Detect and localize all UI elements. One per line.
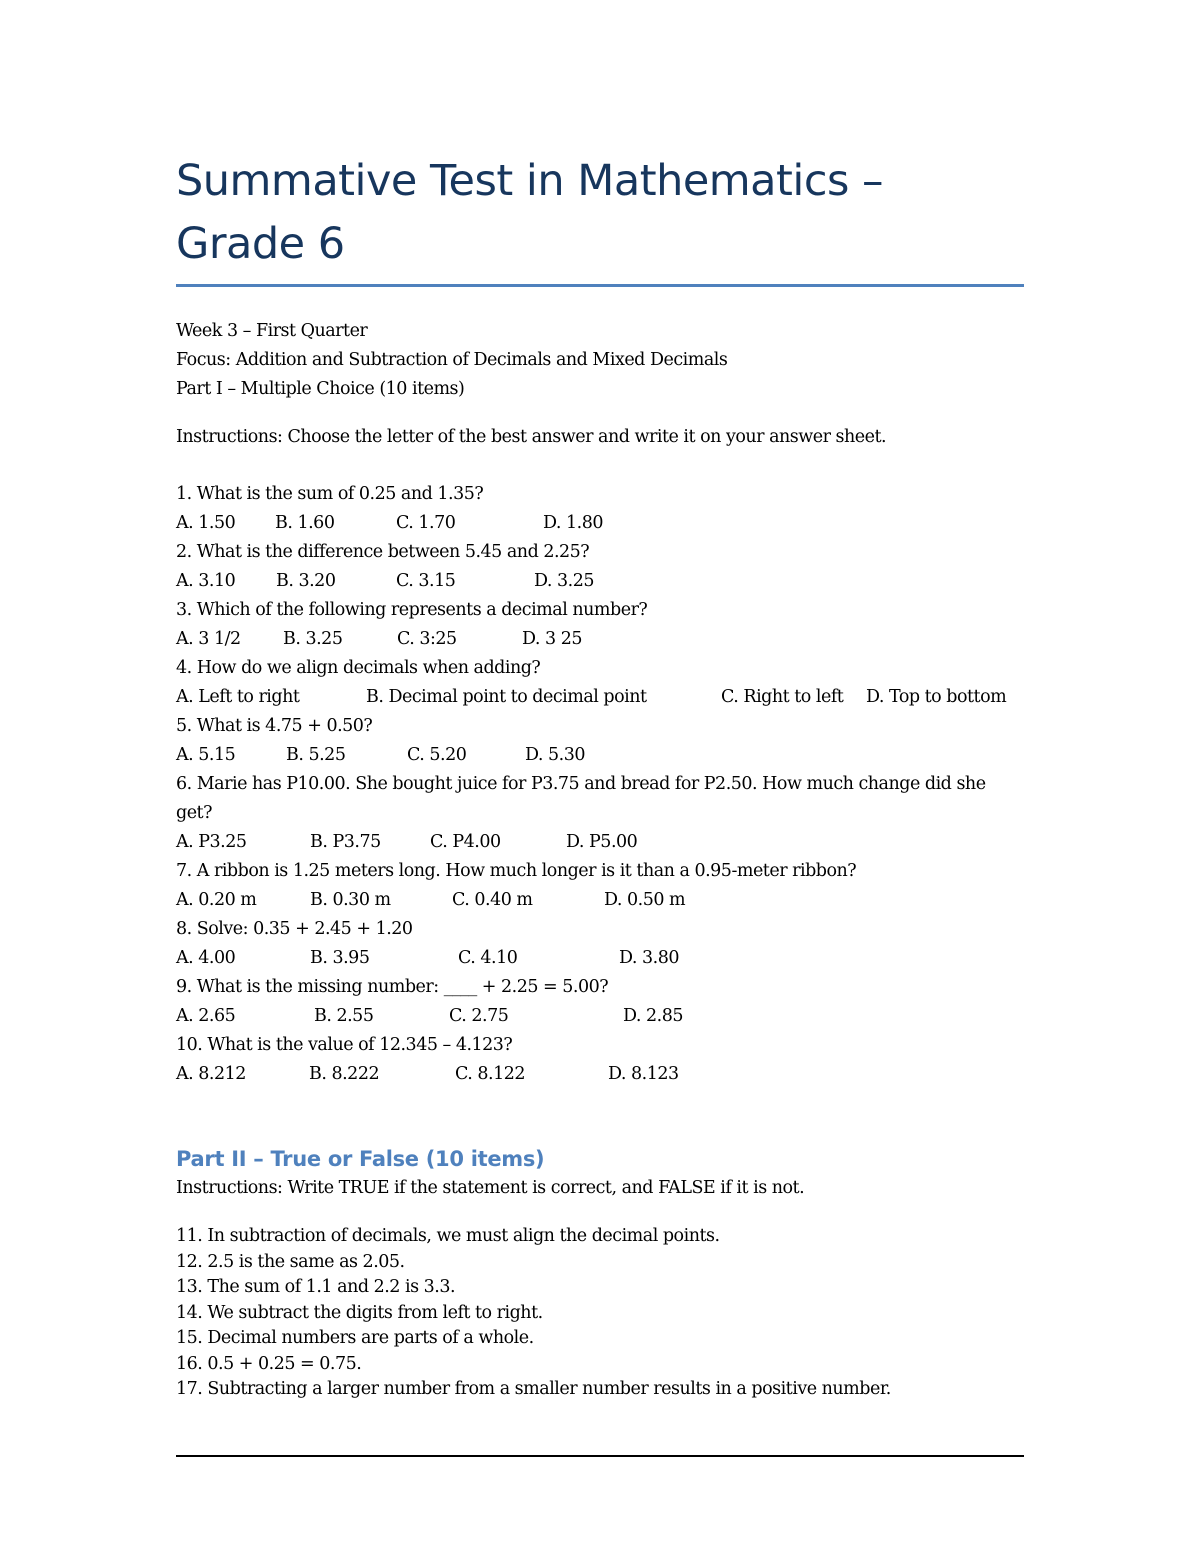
question-5: 5. What is 4.75 + 0.50? <box>176 716 373 736</box>
choice-d: D. 1.80 <box>543 513 603 533</box>
choice-d: D. Top to bottom <box>866 687 1007 707</box>
question-4: 4. How do we align decimals when adding? <box>176 658 541 678</box>
question-10: 10. What is the value of 12.345 – 4.123? <box>176 1035 513 1055</box>
question-2-choices <box>176 567 1024 596</box>
choice-c: C. 1.70 <box>396 513 456 533</box>
question-2: 2. What is the difference between 5.45 and 2.25? <box>176 542 590 562</box>
choice-d: D. 3.80 <box>619 948 679 968</box>
choice-b: B. 3.25 <box>283 629 343 649</box>
choice-b: B. 3.95 <box>310 948 370 968</box>
focus-label: Focus: Addition and Subtraction of Decimals and Mixed Decimals <box>176 350 728 370</box>
choice-b: B. 2.55 <box>314 1006 374 1026</box>
choice-a: A. P3.25 <box>176 832 247 852</box>
choice-c: C. 4.10 <box>458 948 518 968</box>
choice-c: C. P4.00 <box>430 832 501 852</box>
question-7-choices <box>176 886 1024 915</box>
question-4-choices <box>176 683 1024 712</box>
choice-c: C. 3:25 <box>397 629 457 649</box>
page-title <box>176 150 1024 276</box>
title-underline <box>176 284 1024 287</box>
question-8: 8. Solve: 0.35 + 2.45 + 1.20 <box>176 919 413 939</box>
true-false-list <box>176 1224 1024 1403</box>
tf-item-13: 13. The sum of 1.1 and 2.2 is 3.3. <box>176 1277 456 1297</box>
question-1: 1. What is the sum of 0.25 and 1.35? <box>176 484 484 504</box>
question-3-choices <box>176 625 1024 654</box>
choice-b: B. Decimal point to decimal point <box>366 687 647 707</box>
choice-a: A. 3 1/2 <box>176 629 241 649</box>
choice-a: A. 1.50 <box>176 513 236 533</box>
tf-item-12: 12. 2.5 is the same as 2.05. <box>176 1251 405 1272</box>
part1-label: Part I – Multiple Choice (10 items) <box>176 379 465 399</box>
part2-heading: Part II – True or False (10 items) <box>176 1147 545 1171</box>
title-line-2: Grade 6 <box>176 219 345 269</box>
choice-b: B. 1.60 <box>275 513 335 533</box>
question-5-choices <box>176 741 1024 770</box>
tf-item-17: 17. Subtracting a larger number from a smaller number results in a positive number. <box>176 1379 891 1399</box>
choice-b: B. 0.30 m <box>310 890 391 910</box>
choice-d: D. 8.123 <box>608 1064 679 1084</box>
question-9-choices <box>176 1002 1024 1031</box>
test-meta <box>176 317 1024 404</box>
question-7: 7. A ribbon is 1.25 meters long. How much longer is it than a 0.95-meter ribbon? <box>176 861 857 881</box>
choice-a: A. 2.65 <box>176 1006 236 1026</box>
question-3: 3. Which of the following represents a decimal number? <box>176 600 648 620</box>
title-line-1: Summative Test in Mathematics – <box>176 156 884 206</box>
tf-item-16: 16. 0.5 + 0.25 = 0.75. <box>176 1353 362 1374</box>
tf-item-11: 11. In subtraction of decimals, we must align the decimal points. <box>176 1226 720 1246</box>
choice-c: C. 8.122 <box>455 1064 525 1084</box>
choice-a: A. 3.10 <box>176 571 236 591</box>
question-list <box>176 480 1024 1089</box>
choice-a: A. 8.212 <box>176 1064 246 1084</box>
footer-divider <box>176 1455 1024 1457</box>
choice-a: A. Left to right <box>176 687 300 707</box>
tf-item-15: 15. Decimal numbers are parts of a whole. <box>176 1328 534 1348</box>
document-page <box>176 150 1024 1403</box>
choice-d: D. 0.50 m <box>604 890 686 910</box>
choice-b: B. P3.75 <box>310 832 381 852</box>
choice-b: B. 8.222 <box>309 1064 380 1084</box>
choice-d: D. 3 25 <box>522 629 582 649</box>
choice-c: C. 5.20 <box>407 745 467 765</box>
week-label: Week 3 – First Quarter <box>176 321 368 341</box>
choice-a: A. 4.00 <box>176 948 236 968</box>
choice-d: D. 5.30 <box>525 745 585 765</box>
choice-c: C. 3.15 <box>396 571 456 591</box>
choice-b: B. 3.20 <box>276 571 336 591</box>
question-6: 6. Marie has P10.00. She bought juice for P3.75 and bread for P2.50. How much change did she get? <box>176 774 986 823</box>
choice-c: C. 0.40 m <box>452 890 533 910</box>
choice-c: C. Right to left <box>721 687 844 707</box>
question-8-choices <box>176 944 1024 973</box>
choice-b: B. 5.25 <box>286 745 346 765</box>
choice-d: D. 3.25 <box>534 571 594 591</box>
question-1-choices <box>176 509 1024 538</box>
choice-d: D. 2.85 <box>623 1006 683 1026</box>
tf-item-14: 14. We subtract the digits from left to right. <box>176 1302 543 1323</box>
part2-instructions: Instructions: Write TRUE if the statement is correct, and FALSE if it is not. <box>176 1178 805 1198</box>
choice-d: D. P5.00 <box>566 832 638 852</box>
choice-c: C. 2.75 <box>449 1006 509 1026</box>
choice-a: A. 5.15 <box>176 745 236 765</box>
question-9: 9. What is the missing number: ____ + 2.25 = 5.00? <box>176 977 609 997</box>
question-10-choices <box>176 1060 1024 1089</box>
question-6-choices <box>176 828 1024 857</box>
choice-a: A. 0.20 m <box>176 890 257 910</box>
part1-instructions: Instructions: Choose the letter of the best answer and write it on your answer sheet. <box>176 427 887 447</box>
